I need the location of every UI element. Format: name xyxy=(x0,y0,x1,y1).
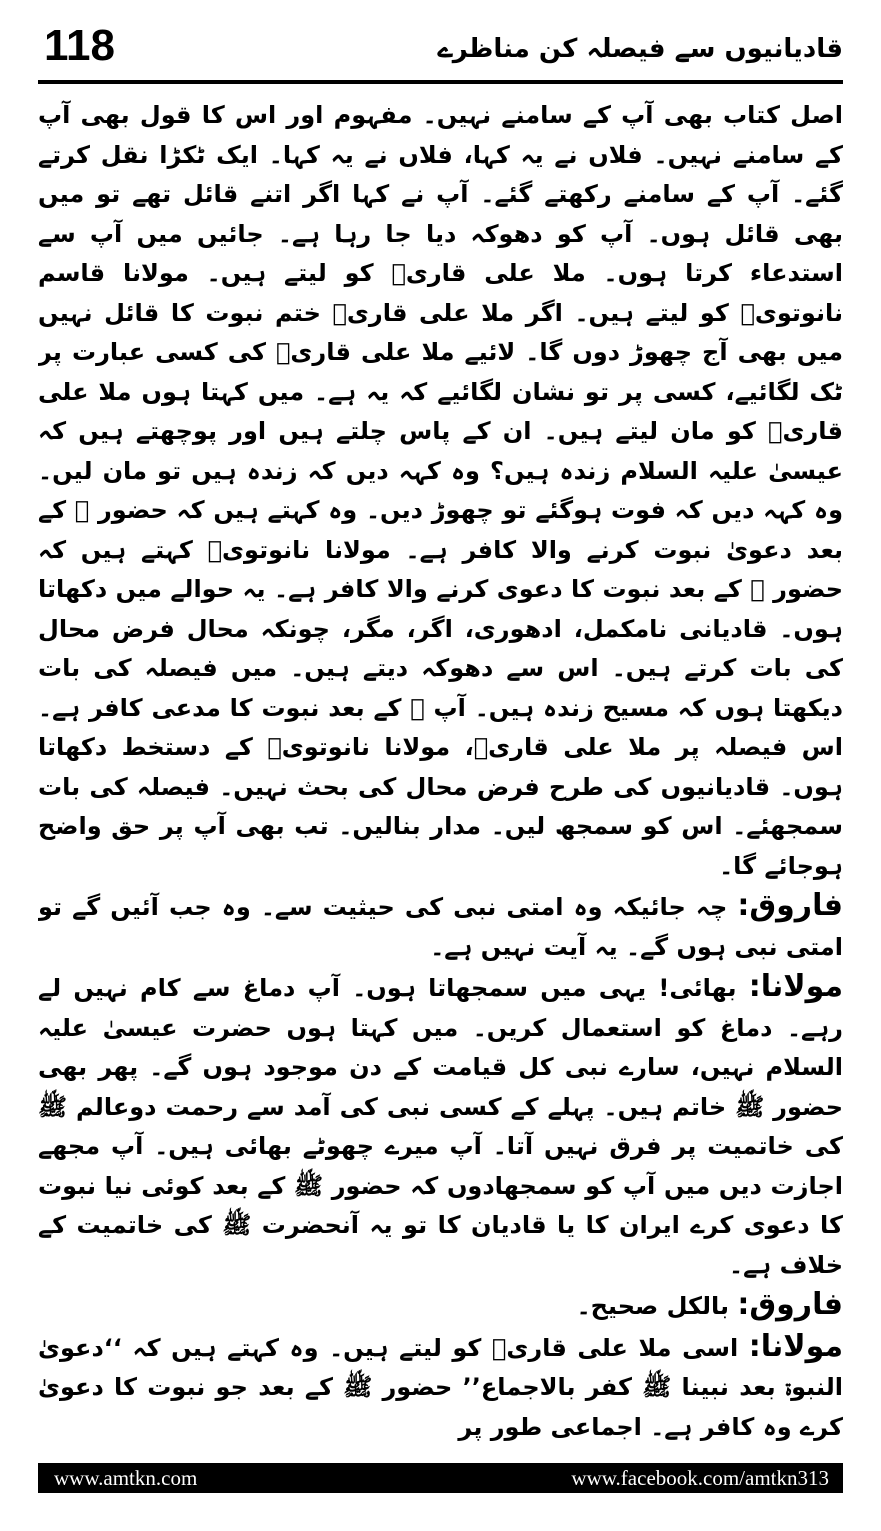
dialogue-text: ’’ حضور ﷺ کے بعد جو نبوت کا دعویٰ کرے وہ کافر ہے۔ اجماعی طور پر xyxy=(38,1373,843,1441)
dialogue-text: اسی ملا علی قاریؒ کو لیتے ہیں۔ وہ کہتے ہیں کہ ‘‘ xyxy=(103,1333,739,1362)
page-header xyxy=(38,18,843,78)
page-body xyxy=(38,96,843,1450)
paragraph-farooq-2 xyxy=(38,1285,843,1327)
paragraph-maulana-1 xyxy=(38,967,843,1285)
paragraph-1: اصل کتاب بھی آپ کے سامنے نہیں۔ مفہوم اور اس کا قول بھی آپ کے سامنے نہیں۔ فلاں نے یہ کہا، فلاں نے یہ کہا۔ ایک ٹکڑا نقل کرتے گئے۔ آپ کے سامنے رکھتے گئے۔ آپ نے کہا اگر اتنے قائل تھے تو میں بھی قائل ہوں۔ آپ کو دھوکہ دیا جا رہا ہے۔ جائیں میں آپ سے استدعاء کرتا ہوں۔ ملا علی قاریؒ کو لیتے ہیں۔ مولانا قاسم نانوتویؒ کو لیتے ہیں۔ اگر ملا علی قاریؒ ختم نبوت کا قائل نہیں میں بھی آج چھوڑ دوں گا۔ لائیے ملا علی قاریؒ کی کسی عبارت پر ٹک لگائیے، کسی پر تو نشان لگائیے کہ یہ ہے۔ میں کہتا ہوں ملا علی قاریؒ کو مان لیتے ہیں۔ ان کے پاس چلتے ہیں اور پوچھتے ہیں کہ عیسیٰ علیہ السلام زندہ ہیں؟ وہ کہہ دیں کہ زندہ ہیں تو مان لیں۔ وہ کہہ دیں کہ فوت ہوگئے تو چھوڑ دیں۔ وہ کہتے ہیں کہ حضور ﷺ کے بعد دعویٰ نبوت کرنے والا کافر ہے۔ مولانا نانوتویؒ کہتے ہیں کہ حضور ﷺ کے بعد نبوت کا دعوی کرنے والا کافر ہے۔ یہ حوالے میں دکھاتا ہوں۔ قادیانی نامکمل، ادھوری، اگر، مگر، چونکہ محال فرض محال کی بات کرتے ہیں۔ اس سے دھوکہ دیتے ہیں۔ میں فیصلہ کی بات دیکھتا ہوں کہ مسیح زندہ ہیں۔ آپ ﷺ کے بعد نبوت کا مدعی کافر ہے۔ اس فیصلہ پر ملا علی قاریؒ، مولانا نانوتویؒ کے دستخط دکھاتا ہوں۔ قادیانیوں کی طرح فرض محال کی بحث نہیں۔ فیصلہ کی بات سمجھئے۔ اس کو سمجھ لیں۔ مدار بنالیں۔ تب بھی آپ پر حق واضح ہوجائے گا۔ xyxy=(38,101,843,880)
header-divider xyxy=(38,80,843,84)
dialogue-text: بھائی! یہی میں سمجھاتا ہوں۔ آپ دماغ سے کام نہیں لے رہے۔ دماغ کو استعمال کریں۔ میں کہتا ہوں حضرت عیسیٰ علیہ السلام نہیں، سارے نبی کل قیامت کے دن موجود ہوں گے۔ پھر بھی حضور ﷺ خاتم ہیں۔ پہلے کے کسی نبی کی آمد سے رحمت دوعالم ﷺ کی خاتمیت پر فرق نہیں آتا۔ آپ میرے چھوٹے بھائی ہیں۔ آپ مجھے اجازت دیں میں آپ کو سمجھادوں کہ حضور ﷺ کے بعد کوئی نیا نبوت کا دعوی کرے ایران کا یا قادیان کا تو یہ آنحضرت ﷺ کی خاتمیت کے خلاف ہے۔ xyxy=(38,974,843,1279)
page-number: 118 xyxy=(44,21,115,70)
paragraph-farooq-1 xyxy=(38,886,843,967)
book-title: قادیانیوں سے فیصلہ کن مناظرے xyxy=(437,34,843,64)
website-link[interactable]: www.amtkn.com xyxy=(54,1466,198,1490)
facebook-link[interactable]: www.facebook.com/amtkn313 xyxy=(571,1466,829,1490)
paragraph-maulana-2 xyxy=(38,1327,843,1448)
dialogue-text: چہ جائیکہ وہ امتی نبی کی حیثیت سے۔ وہ جب آئیں گے تو امتی نبی ہوں گے۔ یہ آیت نہیں ہے۔ xyxy=(38,893,843,961)
speaker-label: فاروق: xyxy=(737,888,843,923)
speaker-label: مولانا: xyxy=(748,969,843,1004)
dialogue-text: بالکل صحیح۔ xyxy=(576,1292,729,1320)
arabic-quote: دعویٰ النبوۃ بعد نبینا ﷺ کفر بالاجماع xyxy=(38,1333,843,1401)
speaker-label: مولانا: xyxy=(748,1328,843,1364)
speaker-label: فاروق: xyxy=(737,1287,843,1322)
page-footer xyxy=(38,1463,843,1493)
